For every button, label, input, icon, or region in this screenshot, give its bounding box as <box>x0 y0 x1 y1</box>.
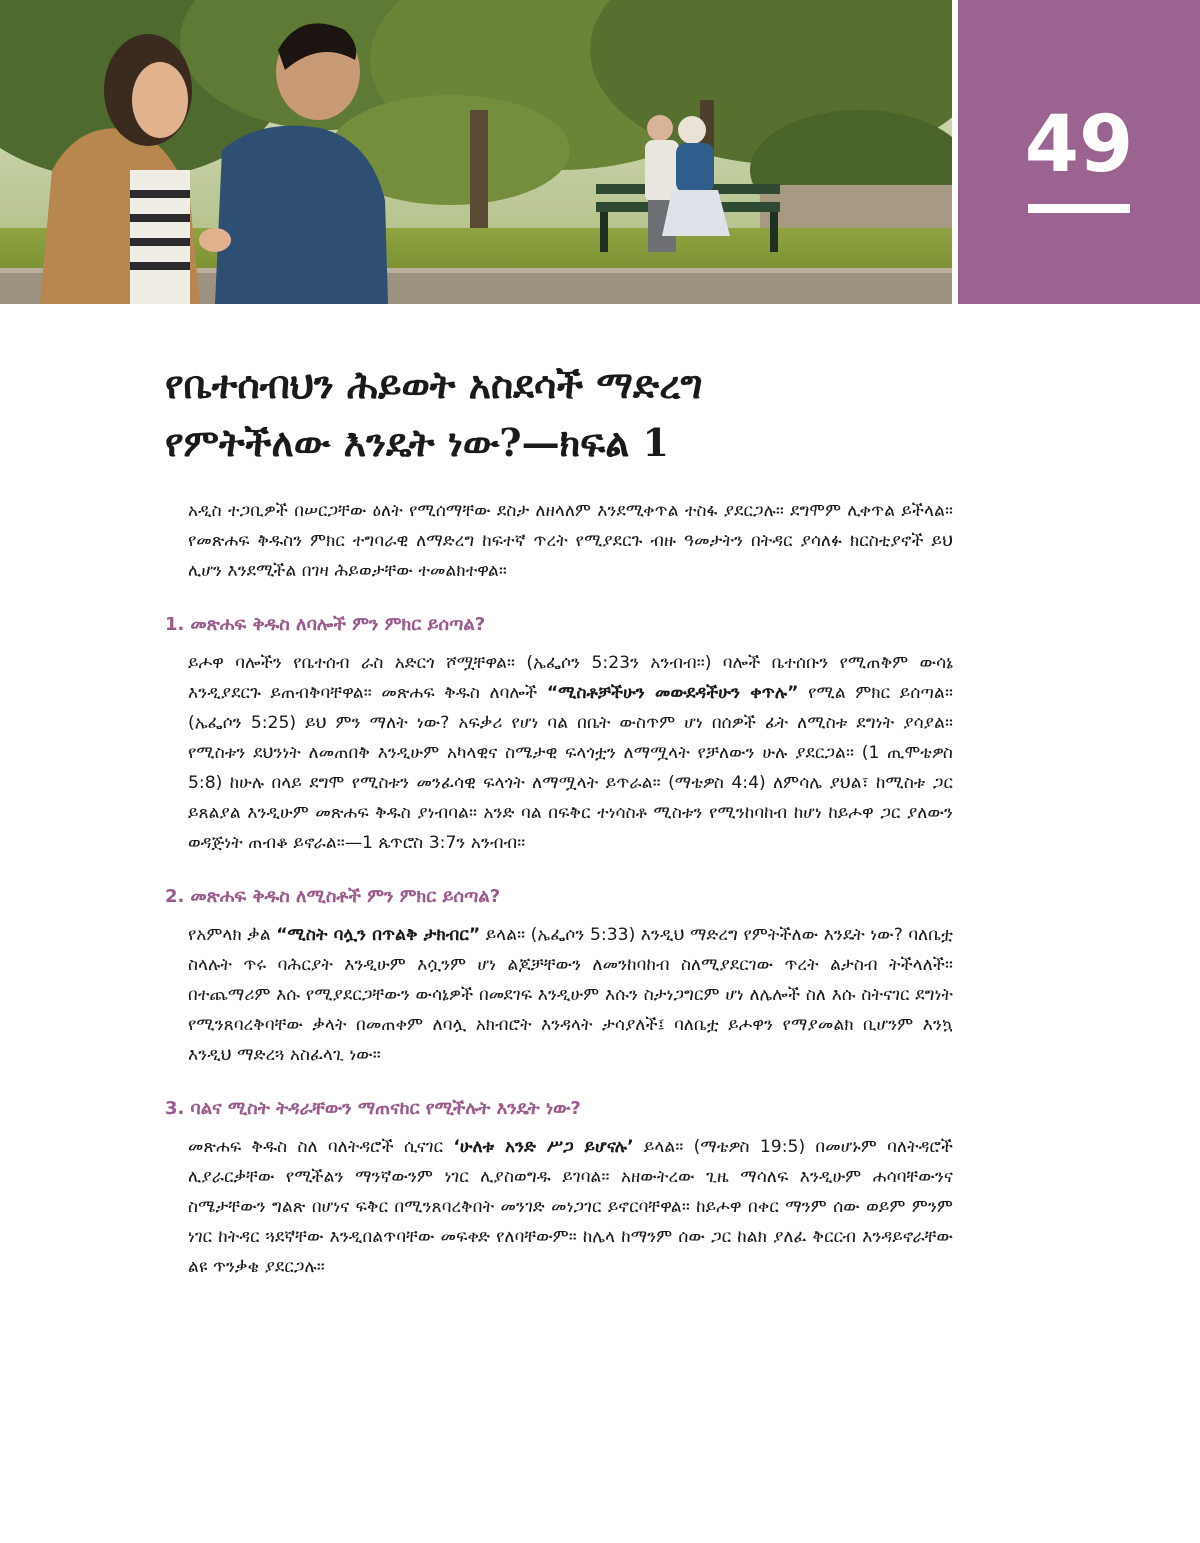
scripture-quote: ‘ሁለቱ አንድ ሥጋ ይሆናሉ’ <box>453 1137 634 1157</box>
question-1 <box>165 612 953 638</box>
lesson-number: 49 <box>1024 100 1134 190</box>
question-text: መጽሐፍ ቅዱስ ለሚስቶች ምን ምክር ይሰጣል? <box>190 886 501 907</box>
page-title-line-1: የቤተሰብህን ሕይወት አስደሳች ማድረግ <box>165 362 703 407</box>
answer-text: የአምላክ ቃል <box>188 925 277 945</box>
question-text: ባልና ሚስት ትዳራቸውን ማጠናከር የሚችሉት እንዴት ነው? <box>190 1098 581 1119</box>
question-2 <box>165 884 953 910</box>
answer-text: ይላል። (ኤፌሶን 5:33) እንዲህ ማድረግ የምትችለው እንዴት ነው? ባለቤቷ ስላሉት ጥሩ ባሕርያት እንዲሁም እሷንም ሆነ ልጆቻቸውን ለመንከባከብ ስለሚያደርገው ጥረት ልታስብ ትችላለች። በተጨማሪም እሱ የሚያደርጋቸውን ውሳኔዎች በመደገፍ እንዲሁም እሱን ስታነጋግርም ሆነ ለሌሎች ስለ እሱ ስትናገር ደግነት የሚንጸባረቅባቸው ቃላት በመጠቀም ለባሏ አክብሮት እንዳላት ታሳያለች፤ ባለቤቷ ይሖዋን የማያመልክ ቢሆንም እንኳ እንዲህ ማድረጓ አስፈላጊ ነው። <box>188 925 954 1065</box>
answer-paragraph-1 <box>188 648 953 858</box>
scripture-quote: “ሚስቶቻችሁን መውደዳችሁን ቀጥሉ” <box>546 683 799 703</box>
scripture-quote: “ሚስት ባሏን በጥልቅ ታክብር” <box>276 925 481 945</box>
question-text: መጽሐፍ ቅዱስ ለባሎች ምን ምክር ይሰጣል? <box>190 614 486 635</box>
lesson-content <box>165 496 953 1282</box>
question-number: 1. <box>165 614 185 635</box>
page-title <box>165 356 985 472</box>
lesson-number-underline <box>1028 204 1130 213</box>
answer-text: ይላል። (ማቴዎስ 19:5) በመሆኑም ባለትዳሮች ሊያራርቃቸው የሚችልን ማንኛውንም ነገር ሊያስወግዱ ይገባል። አዘውትረው ጊዜ ማሳለፍ እንዲሁም ሐሳባቸውንና ስሜታቸውን ግልጽ በሆነና ፍቅር በሚንጸባረቅበት መንገድ መነጋገር ይኖርባቸዋል። ከይሖዋ በቀር ማንም ሰው ወይም ምንም ነገር ከትዳር ጓደኛቸው እንዲበልጥባቸው መፍቀድ የለባቸውም። ከሌላ ከማንም ሰው ጋር ከልክ ያለፈ ቅርርብ እንዳይኖራቸው ልዩ ጥንቃቄ ያደርጋሉ። <box>188 1137 953 1277</box>
hero-photo <box>0 0 952 304</box>
answer-text: የሚል ምክር ይሰጣል። (ኤፌሶን 5:25) ይህ ምን ማለት ነው? አፍቃሪ የሆነ ባል በቤት ውስጥም ሆነ በሰዎች ፊት ለሚስቱ ደግነት ያሳያል። የሚስቱን ደህንነት ለመጠበቅ እንዲሁም አካላዊና ስሜታዊ ፍላጎቷን ለማሟላት የቻለውን ሁሉ ያደርጋል። (1 ጢሞቴዎስ 5:8) ከሁሉ በላይ ደግሞ የሚስቱን መንፈሳዊ ፍላጎት ለማሟላት ይጥራል። (ማቴዎስ 4:4) ለምሳሌ ያህል፣ ከሚስቱ ጋር ይጸልያል እንዲሁም መጽሐፍ ቅዱስ ያነብባል። አንድ ባል በፍቅር ተነሳስቶ ሚስቱን የሚንከባከብ ከሆነ ከይሖዋ ጋር ያለውን ወዳጅነት ጠብቆ ይኖራል።—1 ጴጥሮስ 3:7ን አንብብ። <box>188 683 953 853</box>
answer-text: ይሖዋ ባሎችን የቤተሰብ ራስ አድርጎ ሾሟቸዋል። (ኤፌሶን 5:23ን አንብብ።) ባሎች ቤተሰቡን የሚጠቅም ውሳኔ እንዲያደርጉ ይጠብቅባቸዋል። መጽሐፍ ቅዱስ ለባሎች <box>188 653 953 703</box>
park-couples-photo-icon <box>0 0 952 304</box>
lesson-badge <box>958 0 1200 304</box>
answer-text: መጽሐፍ ቅዱስ ስለ ባለትዳሮች ሲናገር <box>188 1137 454 1157</box>
answer-paragraph-2 <box>188 920 953 1070</box>
intro-paragraph: አዲስ ተጋቢዎች በሠርጋቸው ዕለት የሚሰማቸው ደስታ ለዘላለም እንደሚቀጥል ተስፋ ያደርጋሉ። ደግሞም ሊቀጥል ይችላል። የመጽሐፍ ቅዱስን ምክር ተግባራዊ ለማድረግ ከፍተኛ ጥረት የሚያደርጉ ብዙ ዓመታትን በትዳር ያሳለፉ ክርስቲያኖች ይህ ሊሆን እንደሚችል በገዛ ሕይወታቸው ተመልክተዋል። <box>188 501 953 581</box>
page-title-line-2: የምትችለው እንዴት ነው?—ክፍል 1 <box>165 420 669 465</box>
question-number: 3. <box>165 1098 185 1119</box>
answer-paragraph-3 <box>188 1132 953 1282</box>
question-number: 2. <box>165 886 185 907</box>
question-3 <box>165 1096 953 1122</box>
